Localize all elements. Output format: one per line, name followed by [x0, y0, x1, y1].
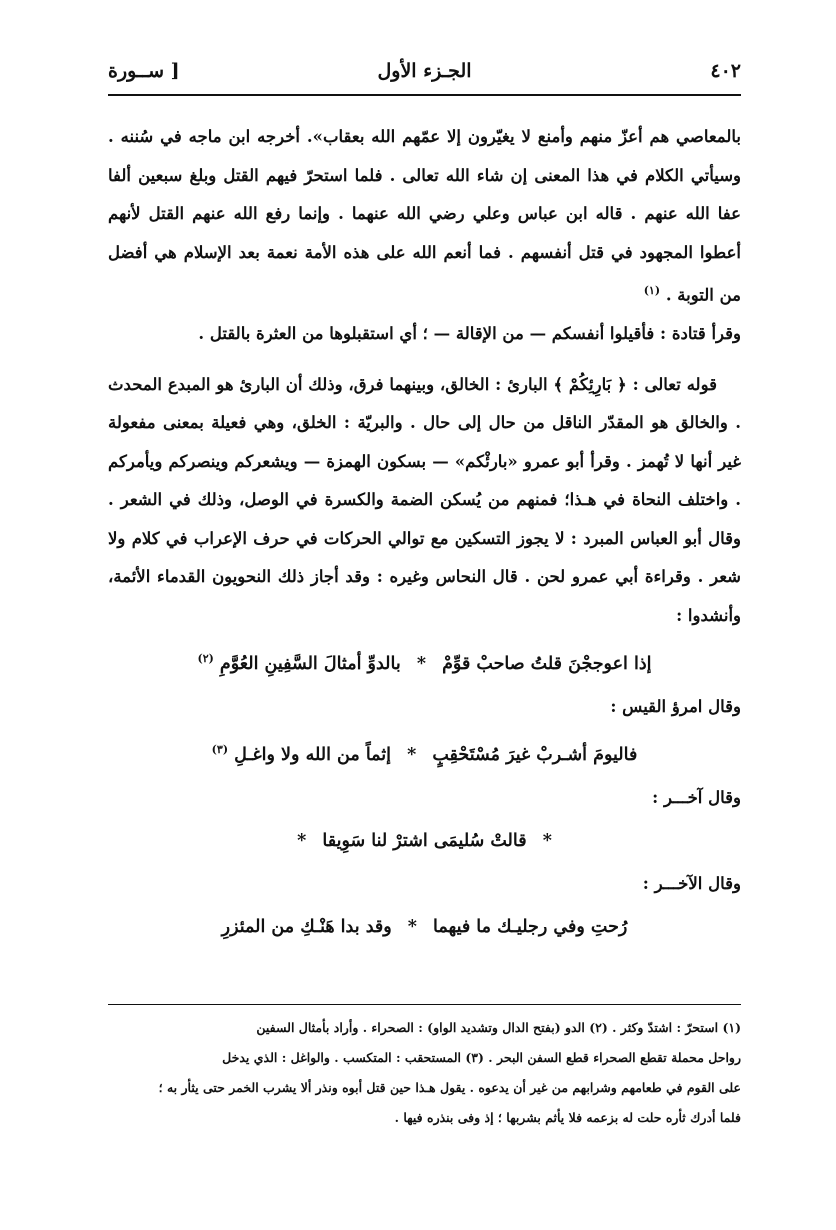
- page-number: ٤٠٢: [710, 60, 741, 82]
- verse-1-second-hemistich: بالدوِّ أمثالَ السَّفِينِ العُوَّمِ: [219, 653, 401, 674]
- main-text: [108, 118, 741, 951]
- footnotes: [108, 1004, 741, 1133]
- verse-separator: *: [407, 744, 417, 765]
- footnote-line-4: فلما أدرك ثأره حلت له بزعمه فلا يأثم بشربها ؛ إذ وفى بنذره فيها .: [394, 1110, 741, 1125]
- paragraph-gap: [108, 354, 741, 366]
- speaker-the-other: وقال الآخـــر :: [642, 873, 741, 893]
- speaker-imru-al-qais: وقال امرؤ القيس :: [610, 696, 741, 716]
- footnote-ref-3: (٣): [211, 742, 229, 756]
- verse-3: [108, 819, 741, 863]
- verse-separator: *: [542, 830, 552, 851]
- paragraph-2: وقرأ قتادة : فأقيلوا أنفسكم — من الإقالة — ؛ أي استقبلوها من العثرة بالقتل .: [198, 324, 741, 343]
- verse-separator: *: [297, 830, 307, 851]
- speaker-another: وقال آخـــر :: [652, 787, 741, 807]
- verse-1: [108, 637, 741, 686]
- page-header: [108, 54, 741, 96]
- paragraph-1: [108, 118, 741, 315]
- part-title: الجـزء الأول: [377, 60, 472, 82]
- verse-4: [108, 905, 741, 949]
- verse-separator: *: [416, 653, 426, 674]
- verse-4-first-hemistich: رُحتِ وفي رجليـك ما فيهما: [433, 916, 628, 937]
- paragraph-1-text: بالمعاصي هم أعزّ منهم وأمنع لا يغيّرون إلا عمّهم الله بعقاب». أخرجه ابن ماجه في سُننه . وسيأتي الكلام في هذا المعنى إن شاء الله تعالى . فلما استحرّ فيهم القتل وبلغ سبعين ألفا عفا الله عنهم . قاله ابن عباس وعلي رضي الله عنهما . وإنما رفع الله عنهم القتل لأنهم أعطوا المجهود في قتل أنفسهم . فما أنعم الله على هذه الأمة نعمة بعد الإسلام هي أفضل من التوبة .: [108, 127, 741, 305]
- verse-separator: *: [407, 916, 417, 937]
- verse-1-first-hemistich: إذا اعوججْنَ قلتُ صاحبْ قوِّمْ: [442, 653, 652, 674]
- surah-label: [ ســورة: [108, 60, 180, 82]
- footnote-ref-1: (١): [643, 284, 661, 297]
- footnote-ref-2: (٢): [197, 652, 214, 665]
- verse-2-first-hemistich: فاليومَ أشـربْ غيرَ مُسْتَحْقِبٍ: [432, 744, 638, 765]
- footnote-line-2: رواحل محملة تقطع الصحراء قطع السفن البحر . (٣) المستحقب : المتكسب . والواغل : الذي يدخل: [222, 1050, 741, 1065]
- paragraph-3: قوله تعالى : ﴿ بَارِئِكُمْ ﴾ البارئ : الخالق، وبينهما فرق، وذلك أن البارئ هو المبدع المحدث . والخالق هو المقدّر الناقل من حال إلى حال . والبريّة : الخلق، وهي فعيلة بمعنى مفعولة غير أنها لا تُهمز . وقرأ أبو عمرو «بارئْكم» — بسكون الهمزة — ويشعركم وينصركم ويأمركم . واختلف النحاة في هـذا؛ فمنهم من يُسكن الضمة والكسرة في الوصل، وذلك في الشعر . وقال أبو العباس المبرد : لا يجوز التسكين مع توالي الحركات في حرف الإعراب في كلام ولا شعر . وقراءة أبي عمرو لحن . قال النحاس وغيره : وقد أجاز ذلك النحويون القدماء الأئمة، وأنشدوا :: [108, 374, 741, 625]
- verse-3-text: قالتْ سُليمَى اشترْ لنا سَوِيقا: [322, 830, 527, 851]
- verse-4-second-hemistich: وقد بدا هَنْـكِ من المئزرِ: [221, 916, 392, 937]
- footnote-line-1: (١) استحرّ : اشتدّ وكثر . (٢) الدو (بفتح الدال وتشديد الواو) : الصحراء . وأراد بأمثال السفين: [256, 1020, 741, 1035]
- footnote-line-3: على القوم في طعامهم وشرابهم من غير أن يدعوه . يقول هـذا حين قتل أبوه ونذر ألا يشرب الخمر حتى يثأر به ؛: [158, 1080, 741, 1095]
- verse-2: [108, 728, 741, 777]
- verse-2-second-hemistich: إثماً من الله ولا واغـلِ: [234, 744, 392, 765]
